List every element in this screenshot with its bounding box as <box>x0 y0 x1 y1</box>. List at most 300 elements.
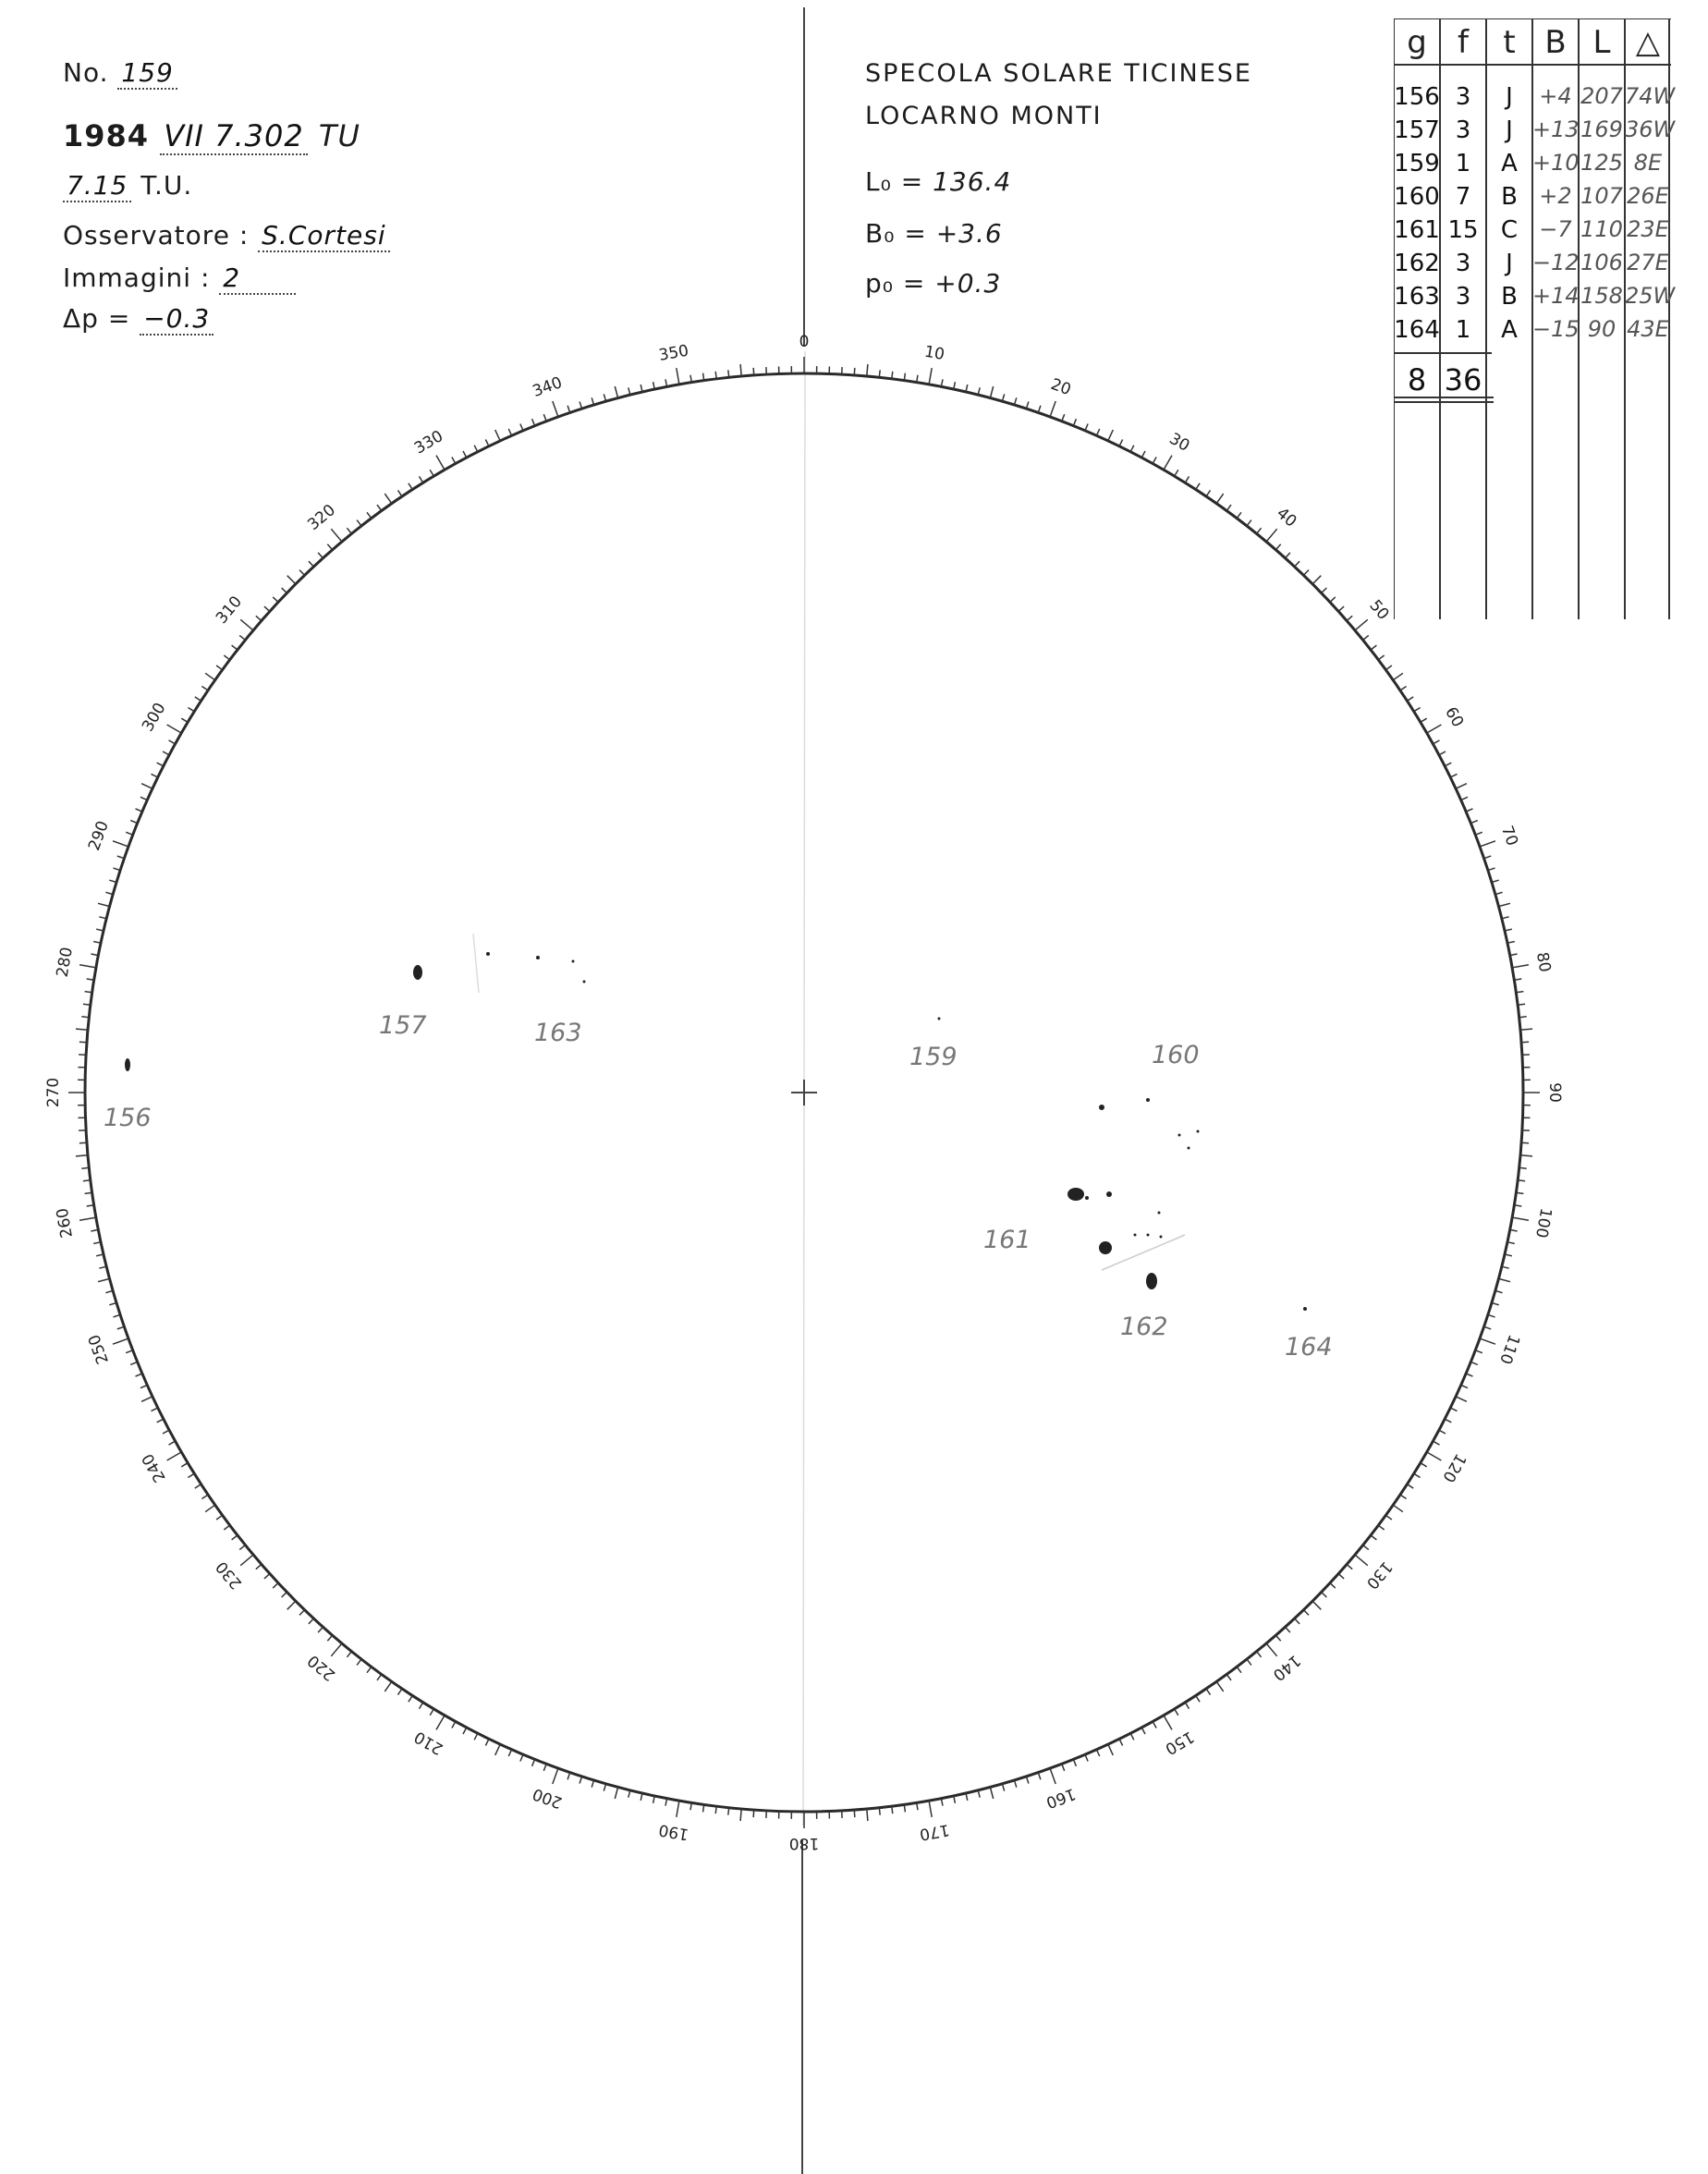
scale-tick <box>1421 718 1427 722</box>
scale-tick <box>1085 424 1088 431</box>
table-cell-161-B: −7 <box>1539 216 1572 242</box>
scale-tick <box>181 718 188 722</box>
table-cell-157-d: 36W <box>1625 116 1676 142</box>
scale-tick <box>1295 561 1300 567</box>
scale-label-100: 100 <box>1531 1206 1556 1240</box>
scale-tick <box>1385 666 1392 670</box>
scale-tick <box>1445 1419 1451 1423</box>
scale-tick <box>216 666 223 670</box>
scale-tick <box>892 1806 893 1814</box>
table-header-delta: △ <box>1635 24 1661 61</box>
table-cell-164-t: A <box>1501 316 1518 344</box>
sheet-number-label: No. <box>63 57 109 88</box>
table-cell-156-g: 156 <box>1394 83 1440 111</box>
scale-tick <box>1108 1744 1114 1755</box>
scale-tick <box>1185 476 1189 482</box>
table-cell-163-L: 158 <box>1580 283 1623 309</box>
scale-tick <box>929 368 932 385</box>
scale-tick <box>224 655 229 660</box>
L0-value: 136.4 <box>933 166 1012 197</box>
institution-line2: LOCARNO MONTI <box>865 102 1103 130</box>
scale-tick <box>485 440 489 446</box>
scale-tick <box>628 1790 630 1798</box>
scale-tick <box>1512 1217 1529 1220</box>
table-cell-162-L: 106 <box>1580 250 1623 275</box>
scale-tick <box>239 635 245 640</box>
scale-tick <box>299 570 305 576</box>
scale-tick <box>140 797 147 800</box>
scale-tick <box>98 903 110 906</box>
scale-label-30: 30 <box>1165 429 1193 456</box>
scale-tick <box>532 1759 535 1766</box>
scale-tick <box>1408 1484 1414 1488</box>
scale-tick <box>240 619 253 630</box>
scale-tick <box>1461 1385 1468 1387</box>
scale-tick <box>1439 751 1446 755</box>
scale-tick <box>81 1167 89 1168</box>
scale-tick <box>1175 1709 1178 1716</box>
center-cross <box>791 1080 817 1105</box>
date-year: 1984 <box>63 118 150 153</box>
scale-tick <box>1427 1452 1442 1460</box>
scale-tick <box>398 1689 402 1695</box>
scale-tick <box>201 1495 208 1498</box>
spot-161c <box>1106 1191 1112 1197</box>
scale-tick <box>130 1362 138 1364</box>
scale-tick <box>287 1601 296 1609</box>
spot-162 <box>1146 1273 1157 1289</box>
scale-tick <box>420 476 423 482</box>
table-header-l: L <box>1592 24 1611 61</box>
scale-tick <box>728 1808 729 1815</box>
scale-tick <box>1322 588 1327 593</box>
scale-tick <box>543 414 546 421</box>
scale-tick <box>357 520 361 526</box>
scale-tick <box>508 1750 511 1756</box>
scale-label-160: 160 <box>1043 1784 1079 1812</box>
table-cell-159-f: 1 <box>1455 150 1471 177</box>
scale-tick <box>1050 401 1055 417</box>
scale-tick <box>436 456 445 470</box>
scale-tick <box>1520 1029 1532 1030</box>
scale-tick <box>409 483 412 490</box>
spot-163b <box>536 956 540 959</box>
scale-label-40: 40 <box>1273 504 1300 531</box>
scale-label-250: 250 <box>85 1332 113 1367</box>
scale-tick <box>256 1564 262 1569</box>
table-cell-163-t: B <box>1501 283 1518 311</box>
group-label-156: 156 <box>104 1104 152 1132</box>
scale-label-130: 130 <box>1361 1557 1397 1593</box>
scale-tick <box>1499 903 1511 906</box>
spot-161g <box>1160 1236 1163 1239</box>
scale-tick <box>532 419 535 426</box>
scale-tick <box>273 597 278 603</box>
spot-160d <box>1197 1130 1200 1133</box>
scale-tick <box>615 386 617 398</box>
B0-value: +3.6 <box>935 218 1003 249</box>
scale-tick <box>1275 1635 1280 1641</box>
scale-tick <box>867 364 868 376</box>
scale-tick <box>1470 821 1478 824</box>
scale-tick <box>99 917 106 919</box>
scale-tick <box>205 673 215 680</box>
scale-label-110: 110 <box>1495 1332 1523 1367</box>
scale-tick <box>452 458 456 464</box>
spot-163c <box>572 960 575 963</box>
scale-label-190: 190 <box>657 1820 690 1844</box>
spot-164 <box>1303 1307 1307 1311</box>
scale-tick <box>99 1266 106 1268</box>
scale-tick <box>79 965 96 968</box>
table-header-g: g <box>1407 24 1427 61</box>
scale-tick <box>1226 1674 1231 1680</box>
scale-tick <box>76 1155 88 1156</box>
scale-tick <box>1502 1266 1509 1268</box>
table-cell-164-L: 90 <box>1587 316 1616 342</box>
scale-label-0: 0 <box>799 333 810 351</box>
scale-tick <box>224 1525 229 1530</box>
scale-tick <box>201 687 208 690</box>
scale-label-300: 300 <box>139 699 170 736</box>
scale-tick <box>130 821 138 824</box>
scale-tick <box>157 1419 164 1423</box>
scale-tick <box>1085 1754 1088 1761</box>
spot-160a <box>1099 1105 1104 1110</box>
table-cell-160-f: 7 <box>1455 183 1471 211</box>
table-cell-156-f: 3 <box>1455 83 1471 111</box>
sunspots <box>125 952 1307 1311</box>
scale-tick <box>377 505 382 511</box>
B0-label: B₀ = <box>865 218 927 249</box>
scale-tick <box>1393 673 1403 680</box>
scale-tick <box>76 1029 88 1030</box>
scale-tick <box>331 529 342 542</box>
spot-161f <box>1147 1234 1150 1237</box>
table-cell-156-d: 74W <box>1625 83 1676 109</box>
scale-tick <box>309 1618 314 1624</box>
scale-tick <box>1330 597 1336 603</box>
scale-tick <box>753 1810 754 1817</box>
date-suffix: TU <box>318 118 360 153</box>
scale-tick <box>195 697 201 701</box>
scale-tick <box>1439 1430 1446 1434</box>
time-value: 7.15 <box>63 170 131 202</box>
scale-tick <box>152 774 158 777</box>
observer-label: Osservatore : <box>63 220 250 250</box>
scale-tick <box>753 368 754 375</box>
scale-tick <box>1466 809 1472 812</box>
spot-161a <box>1068 1188 1084 1201</box>
table-cell-162-t: J <box>1506 250 1513 277</box>
scale-tick <box>1108 430 1114 441</box>
scale-tick <box>1062 414 1065 421</box>
scale-tick <box>1456 784 1467 789</box>
scale-tick <box>1275 544 1280 550</box>
scale-tick <box>79 1142 87 1143</box>
scale-tick <box>1141 451 1145 458</box>
table-cell-164-g: 164 <box>1394 316 1440 344</box>
group-label-163: 163 <box>534 1019 582 1047</box>
observer-value: S.Cortesi <box>258 220 389 252</box>
scale-tick <box>553 1768 558 1784</box>
scale-tick <box>232 1535 238 1540</box>
scale-label-270: 270 <box>44 1077 63 1108</box>
scale-tick <box>1518 1004 1525 1005</box>
scale-tick <box>1303 570 1309 576</box>
scale-tick <box>256 616 262 620</box>
table-cell-157-f: 3 <box>1455 116 1471 144</box>
scale-tick <box>1266 1643 1277 1656</box>
scale-tick <box>1470 1362 1478 1364</box>
scale-label-350: 350 <box>657 341 690 365</box>
scale-tick <box>1480 841 1495 847</box>
scale-tick <box>1414 708 1421 712</box>
scale-tick <box>508 429 511 435</box>
scale-tick <box>216 1515 223 1520</box>
table-cell-161-L: 110 <box>1580 216 1623 242</box>
scale-tick <box>677 368 679 385</box>
scale-tick <box>1257 1652 1262 1657</box>
scale-label-340: 340 <box>530 373 565 401</box>
scale-label-310: 310 <box>212 592 247 628</box>
scale-tick <box>553 401 558 417</box>
scale-tick <box>430 470 433 476</box>
table-cell-160-t: B <box>1501 183 1518 211</box>
scale-tick <box>136 1374 142 1376</box>
scale-tick <box>141 1397 152 1402</box>
table-cell-160-L: 107 <box>1580 183 1623 209</box>
scale-label-20: 20 <box>1048 374 1074 400</box>
table-cell-159-t: A <box>1501 150 1518 177</box>
scale-tick <box>436 1716 445 1730</box>
scale-tick <box>966 1793 968 1801</box>
scale-tick <box>1475 832 1482 835</box>
scale-tick <box>929 1801 932 1817</box>
scale-tick <box>854 368 855 375</box>
scale-tick <box>520 424 523 431</box>
scale-tick <box>966 385 968 392</box>
scale-tick <box>1050 1768 1055 1784</box>
scale-label-10: 10 <box>922 342 946 365</box>
scale-tick <box>1518 1180 1525 1181</box>
scale-tick <box>232 645 238 650</box>
spot-159 <box>938 1018 941 1020</box>
scale-tick <box>140 1385 147 1387</box>
scale-tick <box>1393 1505 1403 1512</box>
scale-tick <box>1322 1592 1327 1597</box>
scale-tick <box>1480 1338 1495 1344</box>
spot-160b <box>1146 1098 1150 1102</box>
table-cell-164-d: 43E <box>1627 316 1669 342</box>
scale-tick <box>1247 1659 1251 1665</box>
table-cell-159-L: 125 <box>1580 150 1623 176</box>
scale-tick <box>1512 965 1529 968</box>
scale-tick <box>628 387 630 395</box>
institution-line1: SPECOLA SOLARE TICINESE <box>865 59 1252 88</box>
scale-tick <box>126 832 133 835</box>
table-cell-163-f: 3 <box>1455 283 1471 311</box>
scale-tick <box>347 1652 351 1657</box>
group-label-164: 164 <box>1285 1333 1333 1362</box>
scale-tick <box>79 1217 96 1220</box>
scale-tick <box>1196 1696 1200 1703</box>
scale-tick <box>1505 929 1512 931</box>
scale-label-60: 60 <box>1441 703 1468 731</box>
scale-tick <box>978 1790 980 1798</box>
scale-tick <box>740 1809 741 1821</box>
date-value: VII 7.302 <box>160 118 308 155</box>
table-cell-157-g: 157 <box>1394 116 1440 144</box>
scale-tick <box>1119 1739 1123 1745</box>
scale-tick <box>1286 553 1290 558</box>
scale-tick <box>543 1764 546 1771</box>
scale-tick <box>640 385 642 392</box>
scale-tick <box>98 1278 110 1281</box>
spot-161b <box>1085 1196 1089 1200</box>
scale-tick <box>126 1350 133 1353</box>
scale-tick <box>367 1667 372 1672</box>
scale-tick <box>136 809 142 812</box>
spot-161e <box>1134 1234 1137 1237</box>
scale-tick <box>740 364 741 376</box>
scale-label-70: 70 <box>1496 823 1522 849</box>
scale-tick <box>1456 1397 1467 1402</box>
scale-tick <box>1414 1473 1421 1477</box>
scale-tick <box>347 528 351 533</box>
scale-tick <box>1295 1618 1300 1624</box>
scale-tick <box>1450 774 1457 777</box>
scale-tick <box>318 553 323 558</box>
spot-157 <box>413 965 422 980</box>
table-cell-163-B: +14 <box>1532 283 1580 309</box>
group-label-157: 157 <box>379 1011 427 1040</box>
table-cell-159-B: +10 <box>1532 150 1580 176</box>
scale-label-50: 50 <box>1365 596 1393 624</box>
scale-tick <box>463 1728 467 1734</box>
scale-tick <box>318 1627 323 1632</box>
scale-tick <box>152 1408 158 1411</box>
group-label-159: 159 <box>909 1043 958 1071</box>
scale-tick <box>96 929 104 931</box>
scale-tick <box>879 1808 880 1815</box>
spot-160c <box>1178 1134 1181 1137</box>
scale-tick <box>1400 1495 1407 1498</box>
table-cell-156-L: 207 <box>1580 83 1623 109</box>
scale-label-170: 170 <box>918 1820 951 1844</box>
scale-label-220: 220 <box>304 1650 339 1685</box>
delta-p-value: −0.3 <box>140 303 214 336</box>
scale-tick <box>79 1042 87 1043</box>
table-header-b: B <box>1544 24 1567 61</box>
scale-tick <box>299 1610 305 1616</box>
scale-tick <box>1206 1689 1210 1695</box>
scale-tick <box>1363 1545 1369 1550</box>
scale-tick <box>990 1788 993 1800</box>
scale-tick <box>1062 1764 1065 1771</box>
scale-label-210: 210 <box>410 1727 447 1758</box>
scale-tick <box>520 1754 523 1761</box>
group-163-guide <box>473 934 479 993</box>
scale-tick <box>495 1744 501 1755</box>
table-cell-157-t: J <box>1506 116 1513 144</box>
scale-tick <box>367 512 372 518</box>
scale-tick <box>331 1643 342 1656</box>
scale-tick <box>1257 528 1262 533</box>
scale-label-260: 260 <box>53 1206 77 1240</box>
scale-tick <box>615 1788 617 1800</box>
scale-label-150: 150 <box>1161 1727 1198 1758</box>
table-cell-157-B: +13 <box>1532 116 1580 142</box>
scale-tick <box>384 1681 392 1692</box>
group-label-162: 162 <box>1120 1313 1168 1341</box>
scale-tick <box>1445 763 1451 766</box>
scale-tick <box>1475 1350 1482 1353</box>
scale-tick <box>474 446 478 452</box>
scale-tick <box>282 588 287 593</box>
scale-tick <box>409 1696 412 1703</box>
table-cell-161-f: 15 <box>1447 216 1479 244</box>
scale-tick <box>163 751 169 755</box>
scale-tick <box>1153 1722 1156 1728</box>
scale-tick <box>1502 917 1509 919</box>
sheet-number-value: 159 <box>117 57 177 90</box>
table-cell-156-B: +4 <box>1539 83 1572 109</box>
scale-tick <box>282 1592 287 1597</box>
scale-tick <box>1371 1535 1376 1540</box>
scale-tick <box>1073 419 1076 426</box>
scale-tick <box>715 372 716 379</box>
scale-tick <box>195 1484 201 1488</box>
scale-tick <box>463 451 467 458</box>
scale-tick <box>879 370 880 377</box>
scale-label-320: 320 <box>304 500 339 535</box>
scale-tick <box>1347 1564 1352 1569</box>
P0-value: +0.3 <box>934 268 1002 299</box>
scale-label-120: 120 <box>1438 1449 1470 1486</box>
scale-tick <box>141 784 152 789</box>
scale-tick <box>1521 1042 1529 1043</box>
scale-tick <box>398 490 402 496</box>
scale-tick <box>1226 505 1231 511</box>
scale-tick <box>1355 619 1368 630</box>
table-header-t: t <box>1503 24 1516 61</box>
scale-tick <box>892 372 893 379</box>
spot-163d <box>583 981 586 983</box>
delta-p-label: Δp = <box>63 303 131 334</box>
scale-tick <box>167 725 182 733</box>
scale-label-240: 240 <box>139 1449 170 1486</box>
scale-tick <box>1371 645 1376 650</box>
spot-161h <box>1158 1212 1161 1215</box>
scale-tick <box>1466 1374 1472 1376</box>
scale-tick <box>677 1801 679 1817</box>
scale-tick <box>474 1733 478 1740</box>
scale-label-230: 230 <box>212 1557 247 1593</box>
scale-tick <box>1130 1733 1134 1740</box>
scale-tick <box>113 1338 128 1344</box>
table-cell-162-g: 162 <box>1394 250 1440 277</box>
table-cell-156-t: J <box>1506 83 1513 111</box>
scale-tick <box>1153 458 1156 464</box>
scale-tick <box>205 1505 215 1512</box>
table-cell-161-t: C <box>1500 216 1519 244</box>
group-label-160: 160 <box>1152 1041 1200 1069</box>
table-cell-164-f: 1 <box>1455 316 1471 344</box>
time-label: T.U. <box>140 170 193 201</box>
scale-tick <box>1303 1610 1309 1616</box>
scale-label-330: 330 <box>410 427 447 458</box>
